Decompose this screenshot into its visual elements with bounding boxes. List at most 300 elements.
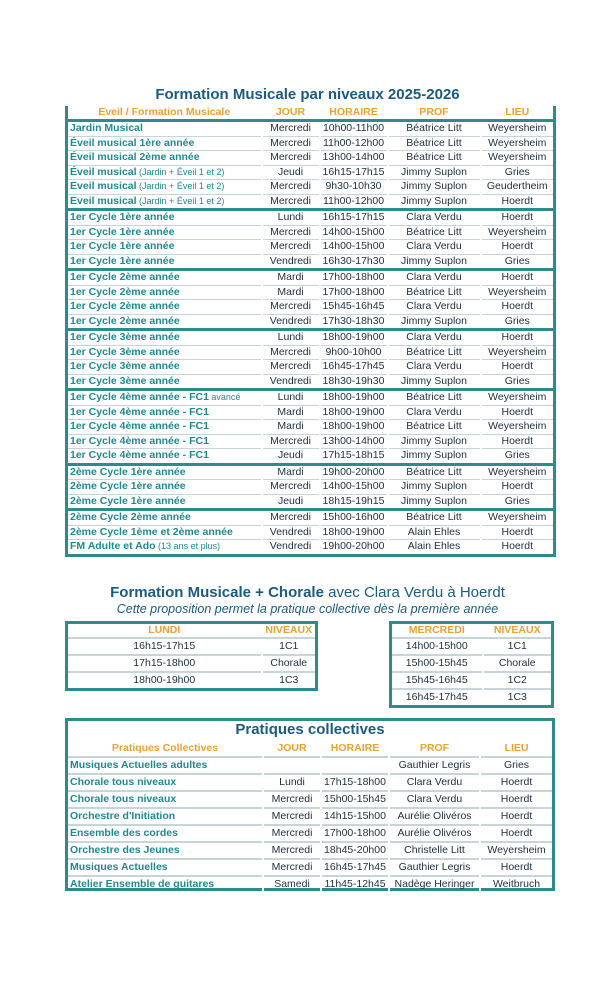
pratiques-header-row <box>68 741 552 757</box>
lundi-header-day: LUNDI <box>67 623 262 639</box>
activity-cell: Orchestre des Jeunes <box>68 842 263 859</box>
prof-cell: Gauthier Legris <box>389 757 480 774</box>
chorale-row <box>67 672 317 690</box>
prof-cell: Jimmy Suplon <box>388 165 481 180</box>
pratiques-table <box>68 741 552 892</box>
schedule-row <box>67 314 555 330</box>
lieu-cell: Weyersheim <box>480 842 552 859</box>
horaire-cell: 17h15-18h00 <box>321 774 389 791</box>
horaire-cell <box>321 757 389 774</box>
horaire-cell: 19h00-20h00 <box>320 540 388 556</box>
level-cell <box>67 345 262 360</box>
lieu-cell: Weyersheim <box>481 225 555 240</box>
horaire-cell: 10h00-11h00 <box>320 121 388 137</box>
horaire-cell: 18h00-19h00 <box>320 330 388 346</box>
lieu-cell: Hoerdt <box>481 434 555 449</box>
level-name: 1er Cycle 1ère année <box>70 211 175 224</box>
level-cell <box>67 374 262 390</box>
horaire-cell: 11h45-12h45 <box>321 876 389 892</box>
prof-cell: Clara Verdu <box>388 240 481 255</box>
prof-cell: Béatrice Litt <box>388 464 481 480</box>
time-cell: 17h15-18h00 <box>67 655 262 672</box>
lieu-cell: Hoerdt <box>480 859 552 876</box>
level-name: 1er Cycle 1ère année <box>70 240 175 253</box>
mercredi-table <box>389 621 554 708</box>
lieu-cell: Gries <box>481 494 555 510</box>
jour-cell: Jeudi <box>262 449 320 465</box>
prof-cell: Béatrice Litt <box>388 151 481 166</box>
header-prof: PROF <box>388 106 481 121</box>
jour-cell <box>263 757 321 774</box>
level-cell <box>67 254 262 270</box>
jour-cell: Vendredi <box>262 254 320 270</box>
schedule-row <box>67 121 555 137</box>
header-horaire: HORAIRE <box>320 106 388 121</box>
level-name: 1er Cycle 4ème année - FC1 <box>70 405 209 418</box>
time-cell: 16h15-17h15 <box>67 638 262 655</box>
main-title: Formation Musicale par niveaux 2025-2026 <box>155 86 460 103</box>
level-cell <box>67 525 262 540</box>
horaire-cell: 14h00-15h00 <box>320 240 388 255</box>
horaire-cell: 17h00-18h00 <box>320 285 388 300</box>
lieu-cell: Hoerdt <box>480 774 552 791</box>
prof-cell: Clara Verdu <box>388 300 481 315</box>
pratiques-row <box>68 859 552 876</box>
schedule-row <box>67 374 555 390</box>
activity-cell: Musiques Actuelles <box>68 859 263 876</box>
prof-cell: Clara Verdu <box>388 360 481 375</box>
jour-cell: Lundi <box>262 330 320 346</box>
level-cell <box>67 434 262 449</box>
prof-cell: Aurélie Olivéros <box>389 808 480 825</box>
level-name: Jardin Musical <box>70 122 143 135</box>
lieu-cell: Hoerdt <box>481 210 555 226</box>
jour-cell: Mardi <box>262 405 320 420</box>
level-name: Éveil musical 1ère année <box>70 136 195 149</box>
lieu-cell: Gries <box>481 374 555 390</box>
level-name: Eveil musical <box>70 180 137 193</box>
pratiques-row <box>68 876 552 892</box>
level-cell <box>67 165 262 180</box>
prof-cell: Clara Verdu <box>388 270 481 286</box>
schedule-row <box>67 494 555 510</box>
prof-cell: Clara Verdu <box>389 774 480 791</box>
level-name: 1er Cycle 3ème année <box>70 374 180 387</box>
level-cell <box>67 270 262 286</box>
chorale-title-bold: Formation Musicale + Chorale <box>110 584 324 601</box>
jour-cell: Mercredi <box>262 121 320 137</box>
level-name: 1er Cycle 4ème année - FC1 <box>70 391 209 404</box>
horaire-cell: 13h00-14h00 <box>320 151 388 166</box>
lieu-cell: Hoerdt <box>480 808 552 825</box>
horaire-cell: 17h00-18h00 <box>320 270 388 286</box>
lieu-cell: Gries <box>481 165 555 180</box>
lundi-table <box>65 621 318 691</box>
jour-cell: Mercredi <box>262 300 320 315</box>
jour-cell: Mercredi <box>262 510 320 526</box>
horaire-cell: 18h15-19h15 <box>320 494 388 510</box>
lieu-cell: Weyersheim <box>481 136 555 151</box>
pratiques-title: Pratiques collectives <box>235 721 385 738</box>
prof-cell: Béatrice Litt <box>388 121 481 137</box>
schedule-row <box>67 136 555 151</box>
pratiques-header-horaire: HORAIRE <box>321 741 389 757</box>
schedule-row <box>67 180 555 195</box>
level-name: 1er Cycle 2ème année <box>70 285 180 298</box>
level-cell <box>67 480 262 495</box>
jour-cell: Mardi <box>262 270 320 286</box>
mercredi-header-row <box>391 623 553 639</box>
prof-cell: Aurélie Olivéros <box>389 825 480 842</box>
horaire-cell: 16h15-17h15 <box>320 210 388 226</box>
jour-cell: Mercredi <box>263 825 321 842</box>
horaire-cell: 18h00-19h00 <box>320 420 388 435</box>
jour-cell: Vendredi <box>262 314 320 330</box>
jour-cell: Mercredi <box>262 151 320 166</box>
mercredi-header-day: MERCREDI <box>391 623 483 639</box>
niveau-cell: 1C3 <box>483 689 553 707</box>
level-cell <box>67 494 262 510</box>
mercredi-header-niveaux: NIVEAUX <box>483 623 553 639</box>
horaire-cell: 15h00-15h45 <box>321 791 389 808</box>
horaire-cell: 17h30-18h30 <box>320 314 388 330</box>
level-name: FM Adulte et Ado <box>70 540 156 553</box>
activity-cell: Atelier Ensemble de guitares <box>68 876 263 892</box>
level-name: 1er Cycle 4ème année - FC1 <box>70 434 209 447</box>
horaire-cell: 15h45-16h45 <box>320 300 388 315</box>
header-level: Eveil / Formation Musicale <box>67 106 262 121</box>
pratiques-section <box>65 718 555 891</box>
chorale-row <box>391 638 553 655</box>
prof-cell: Christelle Litt <box>389 842 480 859</box>
schedule-row <box>67 270 555 286</box>
niveau-cell: 1C1 <box>483 638 553 655</box>
horaire-cell: 9h00-10h00 <box>320 345 388 360</box>
level-name: 2ème Cycle 2ème année <box>70 511 191 524</box>
horaire-cell: 18h00-19h00 <box>320 525 388 540</box>
level-cell <box>67 151 262 166</box>
horaire-cell: 19h00-20h00 <box>320 464 388 480</box>
schedule-row <box>67 165 555 180</box>
jour-cell: Vendredi <box>262 525 320 540</box>
lieu-cell: Weitbruch <box>480 876 552 892</box>
lieu-cell: Hoerdt <box>481 540 555 556</box>
horaire-cell: 18h00-19h00 <box>320 405 388 420</box>
jour-cell: Mercredi <box>263 842 321 859</box>
prof-cell: Alain Ehles <box>388 540 481 556</box>
schedule-row <box>67 480 555 495</box>
jour-cell: Lundi <box>262 210 320 226</box>
horaire-cell: 16h15-17h15 <box>320 165 388 180</box>
prof-cell: Nadège Heringer <box>389 876 480 892</box>
horaire-cell: 16h45-17h45 <box>321 859 389 876</box>
level-name: 2ème Cycle 1ère année <box>70 465 186 478</box>
level-cell <box>67 300 262 315</box>
level-cell <box>67 540 262 556</box>
prof-cell: Jimmy Suplon <box>388 374 481 390</box>
schedule-row <box>67 525 555 540</box>
prof-cell: Béatrice Litt <box>388 285 481 300</box>
time-cell: 18h00-19h00 <box>67 672 262 690</box>
pratiques-header-name: Pratiques Collectives <box>111 742 219 754</box>
level-name: 2ème Cycle 1ème et 2ème année <box>70 525 233 538</box>
jour-cell: Mercredi <box>262 240 320 255</box>
jour-cell: Mercredi <box>262 360 320 375</box>
prof-cell: Béatrice Litt <box>388 420 481 435</box>
jour-cell: Vendredi <box>262 540 320 556</box>
pratiques-row <box>68 774 552 791</box>
chorale-row <box>67 655 317 672</box>
level-cell <box>67 330 262 346</box>
level-note: (Jardin + Éveil 1 et 2) <box>136 195 225 206</box>
jour-cell: Mercredi <box>262 345 320 360</box>
pratiques-row <box>68 842 552 859</box>
level-cell <box>67 121 262 137</box>
jour-cell: Jeudi <box>262 165 320 180</box>
level-note: avancé <box>208 392 241 403</box>
level-name: Eveil musical <box>70 194 137 207</box>
level-cell <box>67 210 262 226</box>
chorale-row <box>67 638 317 655</box>
lieu-cell: Hoerdt <box>480 825 552 842</box>
pratiques-row <box>68 791 552 808</box>
schedule-row <box>67 285 555 300</box>
prof-cell: Jimmy Suplon <box>388 314 481 330</box>
prof-cell: Clara Verdu <box>388 330 481 346</box>
prof-cell: Jimmy Suplon <box>388 194 481 210</box>
prof-cell: Béatrice Litt <box>388 510 481 526</box>
schedule-row <box>67 300 555 315</box>
niveau-cell: 1C1 <box>262 638 317 655</box>
horaire-cell: 17h00-18h00 <box>321 825 389 842</box>
jour-cell: Mercredi <box>263 808 321 825</box>
level-name: 1er Cycle 2ème année <box>70 271 180 284</box>
prof-cell: Clara Verdu <box>388 210 481 226</box>
lieu-cell: Hoerdt <box>481 330 555 346</box>
level-cell <box>67 285 262 300</box>
level-name: 1er Cycle 1ère année <box>70 254 175 267</box>
jour-cell: Mercredi <box>262 194 320 210</box>
schedule-row <box>67 360 555 375</box>
lieu-cell: Weyersheim <box>481 121 555 137</box>
pratiques-header-prof: PROF <box>389 741 480 757</box>
niveau-cell: Chorale <box>483 655 553 672</box>
level-note: (Jardin + Éveil 1 et 2) <box>136 166 225 177</box>
lieu-cell: Hoerdt <box>481 525 555 540</box>
jour-cell: Vendredi <box>262 374 320 390</box>
level-cell <box>67 180 262 195</box>
lieu-cell: Hoerdt <box>481 480 555 495</box>
level-cell <box>67 390 262 406</box>
jour-cell: Mardi <box>262 464 320 480</box>
lieu-cell: Gries <box>481 314 555 330</box>
horaire-cell: 16h30-17h30 <box>320 254 388 270</box>
prof-cell: Jimmy Suplon <box>388 254 481 270</box>
jour-cell: Lundi <box>263 774 321 791</box>
horaire-cell: 11h00-12h00 <box>320 194 388 210</box>
lieu-cell: Hoerdt <box>481 270 555 286</box>
lieu-cell: Weyersheim <box>481 510 555 526</box>
lieu-cell: Weyersheim <box>481 420 555 435</box>
level-note: (13 ans et plus) <box>155 541 221 552</box>
lundi-header-niveaux: NIVEAUX <box>262 623 317 639</box>
level-name: 2ème Cycle 1ère année <box>70 480 186 493</box>
jour-cell: Mercredi <box>263 859 321 876</box>
lieu-cell: Geudertheim <box>481 180 555 195</box>
jour-cell: Mercredi <box>262 136 320 151</box>
horaire-cell: 13h00-14h00 <box>320 434 388 449</box>
level-cell <box>67 405 262 420</box>
schedule-row <box>67 434 555 449</box>
level-cell <box>67 194 262 210</box>
horaire-cell: 14h15-15h00 <box>321 808 389 825</box>
horaire-cell: 9h30-10h30 <box>320 180 388 195</box>
chorale-row <box>391 655 553 672</box>
lieu-cell: Weyersheim <box>481 464 555 480</box>
chorale-title <box>0 584 615 601</box>
activity-cell: Orchestre d'Initiation <box>68 808 263 825</box>
prof-cell: Jimmy Suplon <box>388 180 481 195</box>
schedule-row <box>67 254 555 270</box>
lieu-cell: Gries <box>480 757 552 774</box>
schedule-row <box>67 345 555 360</box>
level-cell <box>67 314 262 330</box>
lieu-cell: Hoerdt <box>481 300 555 315</box>
lieu-cell: Hoerdt <box>481 194 555 210</box>
prof-cell: Béatrice Litt <box>388 225 481 240</box>
level-cell <box>67 510 262 526</box>
lieu-cell: Hoerdt <box>481 405 555 420</box>
schedule-row <box>67 390 555 406</box>
prof-cell: Gauthier Legris <box>389 859 480 876</box>
lundi-header-row <box>67 623 317 639</box>
schedule-row <box>67 151 555 166</box>
pratiques-row <box>68 825 552 842</box>
level-name: 1er Cycle 4ème année - FC1 <box>70 420 209 433</box>
schedule-row <box>67 464 555 480</box>
lieu-cell: Hoerdt <box>480 791 552 808</box>
prof-cell: Béatrice Litt <box>388 390 481 406</box>
horaire-cell: 15h00-16h00 <box>320 510 388 526</box>
horaire-cell: 18h30-19h30 <box>320 374 388 390</box>
level-name: 1er Cycle 2ème année <box>70 300 180 313</box>
lieu-cell: Hoerdt <box>481 240 555 255</box>
schedule-row <box>67 405 555 420</box>
schedule-row <box>67 330 555 346</box>
level-cell <box>67 136 262 151</box>
time-cell: 15h00-15h45 <box>391 655 483 672</box>
chorale-row <box>391 689 553 707</box>
prof-cell: Béatrice Litt <box>388 136 481 151</box>
prof-cell: Clara Verdu <box>388 405 481 420</box>
jour-cell: Mercredi <box>262 434 320 449</box>
jour-cell: Mardi <box>262 285 320 300</box>
level-name: 1er Cycle 1ère année <box>70 225 175 238</box>
chorale-row <box>391 672 553 689</box>
level-cell <box>67 464 262 480</box>
level-note: (Jardin + Éveil 1 et 2) <box>136 181 225 192</box>
prof-cell: Jimmy Suplon <box>388 449 481 465</box>
horaire-cell: 14h00-15h00 <box>320 480 388 495</box>
level-cell <box>67 360 262 375</box>
lieu-cell: Hoerdt <box>481 360 555 375</box>
level-name: Éveil musical <box>70 165 137 178</box>
horaire-cell: 18h00-19h00 <box>320 390 388 406</box>
chorale-title-rest: avec Clara Verdu à Hoerdt <box>323 584 505 601</box>
level-cell <box>67 225 262 240</box>
pratiques-row <box>68 757 552 774</box>
prof-cell: Béatrice Litt <box>388 345 481 360</box>
time-cell: 15h45-16h45 <box>391 672 483 689</box>
niveau-cell: 1C3 <box>262 672 317 690</box>
prof-cell: Jimmy Suplon <box>388 434 481 449</box>
horaire-cell: 18h45-20h00 <box>321 842 389 859</box>
level-cell <box>67 240 262 255</box>
lieu-cell: Gries <box>481 449 555 465</box>
level-name: 1er Cycle 4ème année - FC1 <box>70 449 209 462</box>
jour-cell: Lundi <box>262 390 320 406</box>
prof-cell: Jimmy Suplon <box>388 480 481 495</box>
horaire-cell: 11h00-12h00 <box>320 136 388 151</box>
pratiques-header-jour: JOUR <box>263 741 321 757</box>
lieu-cell: Gries <box>481 254 555 270</box>
prof-cell: Jimmy Suplon <box>388 494 481 510</box>
level-cell <box>67 449 262 465</box>
jour-cell: Mercredi <box>262 225 320 240</box>
activity-cell: Chorale tous niveaux <box>68 774 263 791</box>
schedule-row <box>67 240 555 255</box>
activity-cell: Ensemble des cordes <box>68 825 263 842</box>
level-name: 1er Cycle 3ème année <box>70 345 180 358</box>
main-schedule-table <box>65 106 556 557</box>
schedule-row <box>67 510 555 526</box>
time-cell: 14h00-15h00 <box>391 638 483 655</box>
schedule-row <box>67 210 555 226</box>
niveau-cell: 1C2 <box>483 672 553 689</box>
jour-cell: Mardi <box>262 420 320 435</box>
level-name: 2ème Cycle 1ère année <box>70 494 186 507</box>
horaire-cell: 17h15-18h15 <box>320 449 388 465</box>
lieu-cell: Weyersheim <box>481 345 555 360</box>
time-cell: 16h45-17h45 <box>391 689 483 707</box>
activity-cell: Musiques Actuelles adultes <box>68 757 263 774</box>
level-name: Éveil musical 2ème année <box>70 151 200 164</box>
chorale-subtitle: Cette proposition permet la pratique collective dès la première année <box>116 602 499 616</box>
pratiques-header-lieu: LIEU <box>480 741 552 757</box>
horaire-cell: 14h00-15h00 <box>320 225 388 240</box>
jour-cell: Mercredi <box>262 180 320 195</box>
schedule-row <box>67 225 555 240</box>
schedule-row <box>67 540 555 556</box>
pratiques-row <box>68 808 552 825</box>
schedule-row <box>67 420 555 435</box>
jour-cell: Mercredi <box>262 480 320 495</box>
prof-cell: Alain Ehles <box>388 525 481 540</box>
lieu-cell: Weyersheim <box>481 151 555 166</box>
level-name: 1er Cycle 2ème année <box>70 314 180 327</box>
level-cell <box>67 420 262 435</box>
activity-cell: Chorale tous niveaux <box>68 791 263 808</box>
prof-cell: Clara Verdu <box>389 791 480 808</box>
jour-cell: Jeudi <box>262 494 320 510</box>
main-header-row <box>67 106 555 121</box>
level-name: 1er Cycle 3ème année <box>70 331 180 344</box>
jour-cell: Samedi <box>263 876 321 892</box>
lieu-cell: Weyersheim <box>481 390 555 406</box>
horaire-cell: 16h45-17h45 <box>320 360 388 375</box>
header-lieu: LIEU <box>481 106 555 121</box>
jour-cell: Mercredi <box>263 791 321 808</box>
